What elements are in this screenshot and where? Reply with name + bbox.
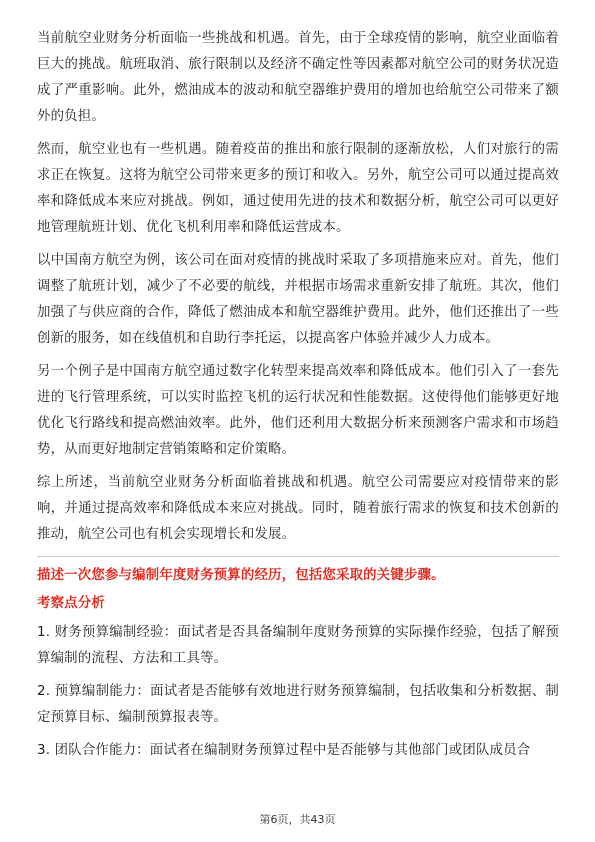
section-divider [37, 556, 559, 557]
paragraph-digital-transformation: 另一个例子是中国南方航空通过数字化转型来提高效率和降低成本。他们引入了一套先进的飞行管理系统，可以实时监控飞机的运行状况和性能数据。这使得他们能够更好地优化飞行路线和提高燃油效率。此外，他们还利用大数据分析来预测客户需求和市场趋势，从而更好地制定营销策略和定价策略。 [37, 364, 559, 457]
analysis-point-budget-experience: 1. 财务预算编制经验：面试者是否具备编制年度财务预算的实际操作经验，包括了解预算编制的流程、方法和工具等。 [37, 625, 559, 666]
analysis-point-teamwork: 3. 团队合作能力：面试者在编制财务预算过程中是否能够与其他部门或团队成员合 [37, 743, 531, 758]
paragraph-industry-challenges: 当前航空业财务分析面临一些挑战和机遇。首先，由于全球疫情的影响，航空业面临着巨大的挑战。航班取消、旅行限制以及经济不确定性等因素都对航空公司的财务状况造成了严重影响。此外，燃油成本的波动和航空器维护费用的增加也给航空公司带来了额外的负担。 [37, 31, 559, 124]
paragraph-conclusion: 综上所述，当前航空业财务分析面临着挑战和机遇。航空公司需要应对疫情带来的影响，并通过提高效率和降低成本来应对挑战。同时，随着旅行需求的恢复和技术创新的推动，航空公司也有机会实现增长和发展。 [37, 475, 559, 542]
analysis-heading: 考察点分析 [37, 596, 105, 611]
document-page [37, 26, 559, 771]
interview-question: 描述一次您参与编制年度财务预算的经历，包括您采取的关键步骤。 [37, 568, 445, 583]
analysis-point-budget-ability: 2. 预算编制能力：面试者是否能够有效地进行财务预算编制，包括收集和分析数据、制定预算目标、编制预算报表等。 [37, 684, 559, 725]
page-footer: 第6页，共43页 [259, 813, 336, 826]
paragraph-china-southern-measures: 以中国南方航空为例，该公司在面对疫情的挑战时采取了多项措施来应对。首先，他们调整了航班计划，减少了不必要的航线，并根据市场需求重新安排了航班。其次，他们加强了与供应商的合作，降低了燃油成本和航空器维护费用。此外，他们还推出了一些创新的服务，如在线值机和自助行李托运，以提高客户体验并减少人力成本。 [37, 253, 559, 346]
paragraph-industry-opportunities: 然而，航空业也有一些机遇。随着疫苗的推出和旅行限制的逐渐放松，人们对旅行的需求正在恢复。这将为航空公司带来更多的预订和收入。另外，航空公司可以通过提高效率和降低成本来应对挑战。例如，通过使用先进的技术和数据分析，航空公司可以更好地管理航班计划、优化飞机利用率和降低运营成本。 [37, 142, 559, 235]
